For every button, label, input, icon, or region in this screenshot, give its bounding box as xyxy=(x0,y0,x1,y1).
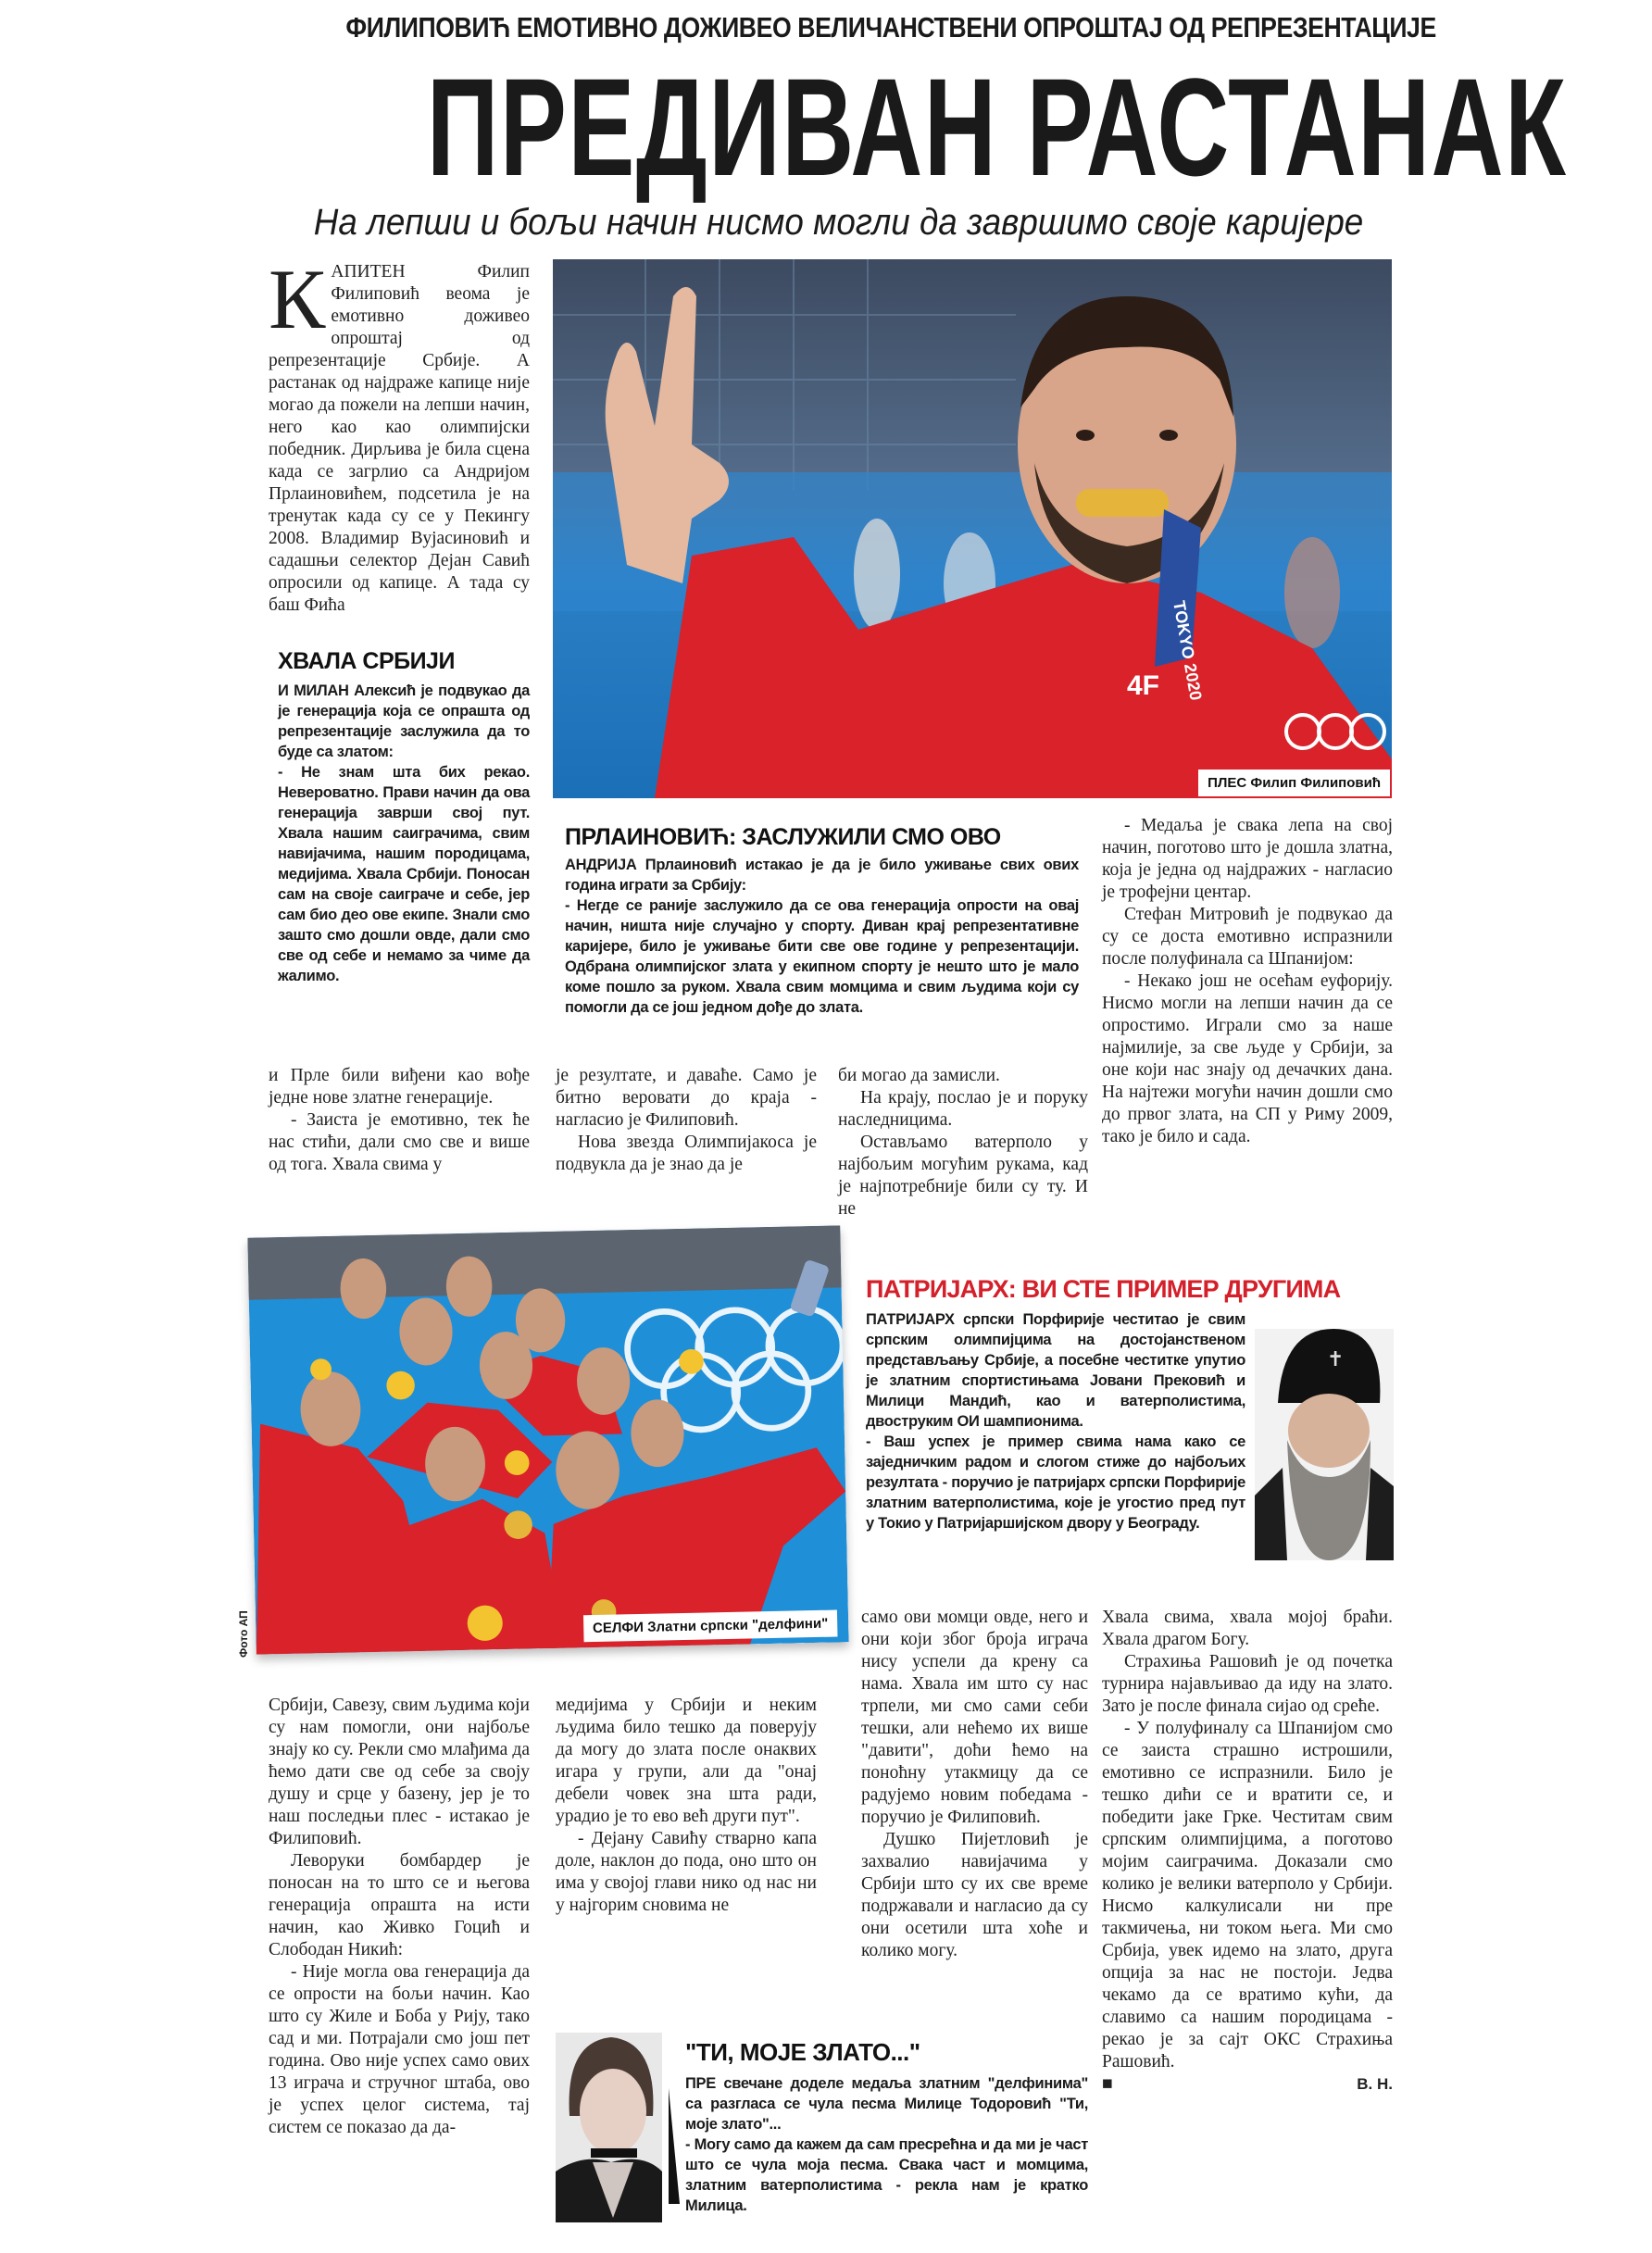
cross-icon: ✝ xyxy=(1327,1348,1345,1371)
photo-credit: Фото АП xyxy=(237,1610,250,1658)
paragraph: Душко Пијетловић је захвалио навијачима у Србији што су их све време подржавали и нагласио да су они осетили шта хоће и колико могу. xyxy=(861,1830,1088,1960)
column-4-bottom xyxy=(1102,1607,1393,2096)
lead-paragraph xyxy=(269,252,530,617)
main-photo-image xyxy=(553,259,1392,798)
column-1-bottom xyxy=(269,1695,530,2139)
paragraph: Леворуки бомбардер је поносан на то што се и његова генерација опрашта на исти начин, као Живко Гоцић и Слободан Никић: xyxy=(269,1851,530,1959)
paragraph: медијима у Србији и неким људима било тешко да поверују да могу до злата после онаквих игара у групи, али да "онај дебели човек зна шта ради, урадио је то ево већ други пут". xyxy=(556,1696,817,1826)
sidebar-patrijarh xyxy=(866,1273,1394,1588)
sidebar-paragraph: ПРЕ свечане доделе медаља златним "делфинима" са разгласа се чула песма Милице Тодоровић "Ти, моје злато"... xyxy=(685,2075,1088,2133)
paragraph: Србији, Савезу, свим људима који су нам помогли, они најбоље знају ко су. Рекли смо млађима да ћемо дати све од себе за своју душу и срце у базену, јер је то наш последњи плес - истакао је Филиповић. xyxy=(269,1696,530,1848)
paragraph: Стефан Митровић је подвукао да су се доста емотивно испразнили после полуфинала са Шпанијом: xyxy=(1102,905,1393,969)
paragraph: - Дејану Савићу стварно капа доле, наклон до пода, оно што он има у својој глави нико од нас ни у најгорим сновима не xyxy=(556,1829,817,1915)
paragraph: Нова звезда Олимпијакоса је подвукла да је знао да је xyxy=(556,1133,817,1174)
paragraph: - Медаља је свака лепа на свој начин, поготово што је дошла златна, која је једна од најдражих - нагласио је трофејни центар. xyxy=(1102,816,1393,902)
sidebar-prlainovic xyxy=(565,824,1079,1018)
end-mark: ■ xyxy=(1102,2074,1113,2094)
sidebar-paragraph: АНДРИЈА Прлаиновић истакао је да је било уживање свих ових година играти за Србију: xyxy=(565,857,1079,894)
paragraph: Хвала свима, хвала мојој браћи. Хвала драгом Богу. xyxy=(1102,1608,1393,1649)
sidebar-paragraph: ПАТРИЈАРХ српски Порфирије честитао је свим српским олимпијцима на достојанственом представљању Србије, а посебне честитке упутио је златним спортистињама Јовани Прековић и Милици Мандић, као и ватерполистима, двоструким ОИ шампионима. xyxy=(866,1311,1245,1430)
paragraph: само ови момци овде, него и они који због броја играча нису успели да крену са нама. Хвала им што су нас трпели, ми смо сами себи тешки, али нећемо их више "давити", доћи ћемо на поноћну утакмицу да се радујемо новим победама - поручио је Филиповић. xyxy=(861,1608,1088,1827)
gold-medal xyxy=(1076,489,1169,517)
paragraph: - Некако још не осећам еуфорију. Нисмо могли на лепши начин да се опростимо. Играли смо за наше најмилије, за све људе у Србији, за оне који нас знају од дечачких дана. На најтежи могући начин дошли смо до првог злата, на СП у Риму 2009, тако је било и сада. xyxy=(1102,971,1393,1146)
paragraph: - Заиста је емотивно, тек ће нас стићи, дали смо све и више од тога. Хвала свима у xyxy=(269,1110,530,1174)
decorative-wedge xyxy=(669,2088,680,2204)
drop-cap: К xyxy=(269,252,326,346)
lead-text: Филип Филиповић веома је емотивно доживео опроштај од репрезентације Србије. А растанак од најдраже капице није могао да пожели на лепши начин, него као као олимпијски победник. Дирљива је била сцена када се загрлио са Андријом Прлаиновићем, подсетила је на тренутак када су се у Пекингу 2008. Владимир Вујасиновић и садашњи селектор Дејан Савић опросили од капице. А тада су баш Фића xyxy=(269,262,530,615)
headline: ПРЕДИВАН РАСТАНАК xyxy=(426,49,1568,205)
team-photo-caption: СЕЛФИ Златни српски "делфини" xyxy=(583,1610,838,1643)
sidebar-hvala-srbiji xyxy=(278,648,530,986)
column-3-mid xyxy=(838,1065,1088,1220)
column-4-top xyxy=(1102,815,1393,1148)
paragraph: је резултате, и даваће. Само је битно веровати до краја - нагласио је Филиповић. xyxy=(556,1066,817,1130)
byline: В. Н. xyxy=(1357,2075,1393,2093)
paragraph: Страхиња Рашовић је од почетка турнира најављивао да иду на злато. Зато је после финала сијао од среће. xyxy=(1102,1652,1393,1716)
sidebar-paragraph: - Могу само да кажем да сам пресрећна и да ми је част што се чула моја песма. Свака част и момцима, златним ватерполистима - рекла нам је кратко Милица. xyxy=(685,2136,1088,2214)
sidebar-paragraph: И МИЛАН Алексић је подвукао да је генерација која се опрашта од репрезентације заслужила да то буде са златом: xyxy=(278,682,530,760)
sidebar-title: ПРЛАИНОВИЋ: ЗАСЛУЖИЛИ СМО ОВО xyxy=(565,824,1001,850)
column-2-mid xyxy=(556,1065,817,1176)
medal-ribbon-text: TOKYO 2020 xyxy=(1170,599,1206,702)
patriarch-portrait xyxy=(1255,1329,1394,1560)
team-photo-image xyxy=(247,1225,848,1654)
paragraph: - Није могла ова генерација да се опрости на бољи начин. Као што су Жиле и Боба у Рију, тако сад и ми. Потрајали смо још пет година. Ово није успех само ових 13 играча и стручног штаба, ово је успех целог система, тај систем се показао да да- xyxy=(269,1962,530,2137)
main-photo-caption: ПЛЕС Филип Филиповић xyxy=(1198,770,1390,796)
singer-portrait xyxy=(556,2033,662,2222)
sidebar-title: ПАТРИЈАРХ: ВИ СТЕ ПРИМЕР ДРУГИМА xyxy=(866,1275,1341,1303)
jersey-logo: 4F xyxy=(1127,670,1160,701)
paragraph: би могао да замисли. xyxy=(838,1066,1000,1085)
paragraph: На крају, послао је и поруку наследницима. xyxy=(838,1088,1088,1130)
sidebar-title: "ТИ, МОЈЕ ЗЛАТО..." xyxy=(685,2038,920,2066)
sidebar-title: ХВАЛА СРБИЈИ xyxy=(278,648,455,674)
paragraph: - У полуфиналу са Шпанијом смо се заиста страшно истрошили, емотивно се испразнили. Било је тешко дићи се и вратити се, и победити јаке Грке. Честитам свим српским олимпијцима, а поготово мојим саиграчима. Доказали смо колико је велики ватерполо у Србији. Нисмо калкулисали ни пре такмичења, ни током њега. Ми смо Србија, увек идемо на злато, друга опција за нас не постоји. Једва чекамо да се вратимо кући, да славимо са нашим породицама - рекао је за сајт ОКС Страхиња Рашовић. xyxy=(1102,1719,1393,2072)
sidebar-paragraph: - Не знам шта бих рекао. Невероватно. Прави начин да ова генерација заврши свој пут. Хвала нашим саиграчима, свим навијачима, нашим породицама, медијима. Хвала Србији. Поносан сам на своје саиграче и себе, јер сам био део ове екипе. Знали смо зашто смо дошли овде, дали смо све од себе и немамо за чиме да жалимо. xyxy=(278,764,530,984)
sidebar-ti-moje-zlato xyxy=(556,2033,1088,2246)
kicker: ФИЛИПОВИЋ ЕМОТИВНО ДОЖИВЕО ВЕЛИЧАНСТВЕНИ ОПРОШТАЈ ОД РЕПРЕЗЕНТАЦИЈЕ xyxy=(345,11,1436,44)
column-1-mid xyxy=(269,1065,530,1176)
sidebar-paragraph: - Негде се раније заслужило да се ова генерација опрости на овај начин, ништа није случајно у спорту. Диван крај репрезентативне каријере, било је уживање бити све ове године у репрезентацији. Одбрана олимпијског злата у екипном спорту је нешто што је мало коме пошло за руком. Хвала свим момцима и свим људима који су помогли да се још једном дође до злата. xyxy=(565,897,1079,1016)
paragraph: и Прле били виђени као вође једне нове златне генерације. xyxy=(269,1066,530,1108)
sidebar-paragraph: - Ваш успех је пример свима нама како се заједничким радом и слогом стиже до најбољих резултата - поручио је патријарх српски Порфирије златним ватерполистима, које је угостио пред пут у Токио у Патријаршијском двору у Београду. xyxy=(866,1433,1245,1532)
subheadline: На лепши и бољи начин нисмо могли да завршимо своје каријере xyxy=(313,202,1364,243)
paragraph: Остављамо ватерполо у најбољим могућим рукама, кад је најпотребније били су ту. И не xyxy=(838,1133,1088,1219)
team-photo xyxy=(247,1225,848,1654)
column-3-bottom xyxy=(861,1607,1088,1962)
main-photo xyxy=(553,259,1392,798)
lead-first-word: АПИТЕН xyxy=(331,262,406,282)
column-2-bottom xyxy=(556,1695,817,1917)
